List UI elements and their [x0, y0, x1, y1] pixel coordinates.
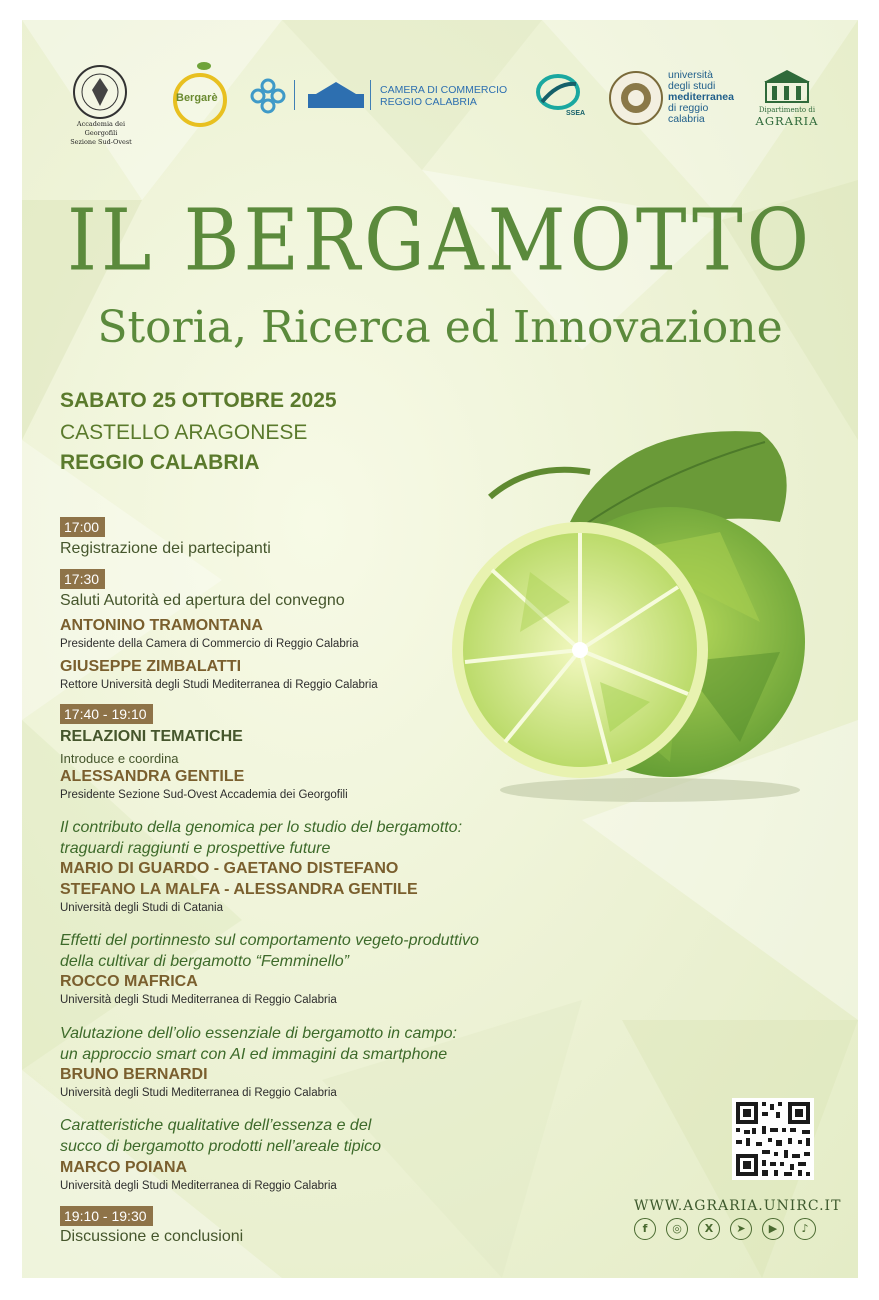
talk1-title-line1: Il contributo della genomica per lo studio del bergamotto:: [60, 819, 463, 836]
unirc-line5: calabria: [668, 113, 705, 125]
georgofili-line1: Accademia dei Georgofili: [76, 120, 126, 137]
camera-caption: [380, 84, 507, 108]
event-venue: CASTELLO ARAGONESE: [60, 421, 308, 444]
bergare-logo: [170, 58, 230, 135]
calabria-region-logo: [250, 78, 286, 119]
talk1-speakers-line2: STEFANO LA MALFA - ALESSANDRA GENTILE: [60, 881, 418, 898]
ssea-logo: [536, 72, 586, 121]
unirc-seal-icon: [608, 70, 664, 126]
agraria-caption: [750, 106, 824, 128]
camera-emblem-icon: [306, 80, 366, 110]
moderator-intro: Introduce e coordina: [60, 751, 179, 766]
agraria-line2: AGRARIA: [755, 114, 819, 128]
talk1-affiliation: Università degli Studi di Catania: [60, 902, 224, 914]
talk3-title-line1: Valutazione dell’olio essenziale di bergamotto in campo:: [60, 1025, 457, 1042]
website-link[interactable]: WWW.AGRARIA.UNIRC.IT: [634, 1198, 842, 1214]
talk2-speaker: ROCCO MAFRICA: [60, 973, 198, 990]
fruit-shadow: [500, 778, 800, 802]
opening-text: Saluti Autorità ed apertura del convegno: [60, 592, 345, 609]
youtube-icon[interactable]: ▶: [762, 1218, 784, 1240]
talk1-speakers-line1: MARIO DI GUARDO - GAETANO DISTEFANO: [60, 860, 399, 877]
agraria-building-icon: [760, 68, 814, 104]
time-badge-3: 17:40 - 19:10: [60, 704, 153, 724]
unirc-line1: università: [668, 69, 713, 81]
event-date: SABATO 25 OTTOBRE 2025: [60, 389, 337, 412]
speaker-tramontana-role: Presidente della Camera di Commercio di Reggio Calabria: [60, 638, 359, 650]
registration-text: Registrazione dei partecipanti: [60, 540, 271, 557]
camera-commercio-logo: [306, 80, 366, 115]
telegram-icon[interactable]: ➤: [730, 1218, 752, 1240]
relazioni-title: RELAZIONI TEMATICHE: [60, 728, 243, 745]
time-badge-4: 19:10 - 19:30: [60, 1206, 153, 1226]
bergare-label: Bergarè: [176, 92, 218, 104]
region-knot-icon: [250, 78, 286, 114]
talk2-affiliation: Università degli Studi Mediterranea di Reggio Calabria: [60, 994, 337, 1006]
logo-divider-2: [370, 80, 371, 110]
talk4-title-line2: succo di bergamotto prodotti nell’areale tipico: [60, 1138, 382, 1155]
closing-text: Discussione e conclusioni: [60, 1228, 244, 1245]
poster: [22, 20, 858, 1278]
event-city: REGGIO CALABRIA: [60, 451, 260, 474]
speaker-gentile: ALESSANDRA GENTILE: [60, 768, 245, 785]
qr-code[interactable]: [732, 1098, 814, 1180]
camera-line1: CAMERA DI COMMERCIO: [380, 84, 508, 96]
georgofili-logo: [72, 64, 128, 125]
main-title: IL BERGAMOTTO: [66, 190, 814, 290]
facebook-icon[interactable]: f: [634, 1218, 656, 1240]
agraria-line1: Dipartimento di: [758, 106, 816, 114]
speaker-zimbalatti-role: Rettore Università degli Studi Mediterranea di Reggio Calabria: [60, 679, 378, 691]
speaker-zimbalatti: GIUSEPPE ZIMBALATTI: [60, 658, 242, 675]
talk1-title-line2: traguardi raggiunti e prospettive future: [60, 840, 331, 857]
georgofili-line2: Sezione Sud-Ovest: [70, 138, 132, 146]
speaker-tramontana: ANTONINO TRAMONTANA: [60, 617, 263, 634]
talk4-affiliation: Università degli Studi Mediterranea di Reggio Calabria: [60, 1180, 337, 1192]
talk2-title-line1: Effetti del portinnesto sul comportamento vegeto-produttivo: [60, 932, 479, 949]
talk4-speaker: MARCO POIANA: [60, 1159, 188, 1176]
logo-divider: [294, 80, 295, 110]
unirc-caption: [668, 70, 734, 125]
unirc-line3: mediterranea: [668, 91, 734, 103]
ssea-label: SSEA: [566, 110, 586, 117]
unirc-line2: degli studi: [668, 80, 716, 92]
talk3-speaker: BRUNO BERNARDI: [60, 1066, 208, 1083]
georgofili-seal-icon: [72, 64, 128, 120]
instagram-icon[interactable]: ◎: [666, 1218, 688, 1240]
talk3-affiliation: Università degli Studi Mediterranea di Reggio Calabria: [60, 1087, 337, 1099]
fruit-core: [572, 642, 588, 658]
georgofili-caption: [60, 120, 142, 147]
talk4-title-line1: Caratteristiche qualitative dell’essenza e del: [60, 1117, 372, 1134]
agraria-logo: [760, 68, 814, 109]
tiktok-icon[interactable]: ♪: [794, 1218, 816, 1240]
talk3-title-line2: un approccio smart con AI ed immagini da smartphone: [60, 1046, 448, 1063]
x-icon[interactable]: X: [698, 1218, 720, 1240]
camera-line2: REGGIO CALABRIA: [380, 96, 477, 108]
subtitle: Storia, Ricerca ed Innovazione: [97, 302, 783, 353]
time-badge-1: 17:00: [60, 517, 105, 537]
time-badge-2: 17:30: [60, 569, 105, 589]
stem: [490, 470, 590, 497]
talk2-title-line2: della cultivar di bergamotto “Femminello”: [60, 953, 349, 970]
bergamot-illustration: [420, 402, 820, 812]
unirc-logo: [608, 70, 664, 131]
speaker-gentile-role: Presidente Sezione Sud-Ovest Accademia dei Georgofili: [60, 789, 348, 801]
unirc-line4: di reggio: [668, 102, 709, 114]
